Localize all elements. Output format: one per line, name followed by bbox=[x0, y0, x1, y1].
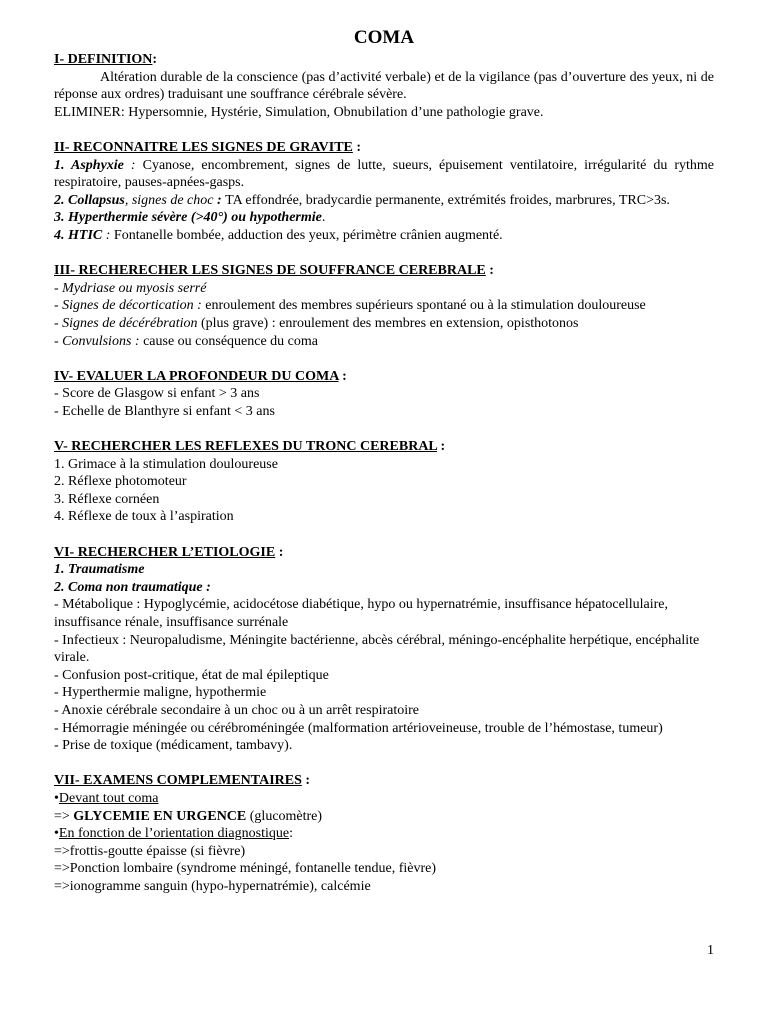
heading-colon: : bbox=[301, 773, 311, 789]
gravity-item-collapsus bbox=[54, 192, 714, 210]
item-text: cause ou conséquence du coma bbox=[139, 333, 318, 349]
heading-colon: : bbox=[275, 544, 284, 560]
item-dash: - bbox=[54, 280, 63, 296]
item-text: (plus grave) : enroulement des membres en extension, opisthotonos bbox=[197, 315, 579, 331]
heading-text: III- RECHERECHER LES SIGNES DE SOUFFRANCE CEREBRALE bbox=[54, 263, 486, 279]
gravity-item-asphyxia bbox=[54, 157, 714, 192]
heading-text: V- RECHERCHER LES REFLEXES DU TRONC CEREBRAL bbox=[54, 439, 437, 455]
spacer bbox=[54, 526, 714, 544]
label-text: En fonction de l’orientation diagnostique bbox=[58, 826, 290, 842]
item-term: 2. Collapsus bbox=[54, 192, 125, 208]
list-item: =>ionogramme sanguin (hypo-hypernatrémie), calcémie bbox=[54, 878, 371, 894]
list-item: - Anoxie cérébrale secondaire à un choc ou à un arrêt respiratoire bbox=[54, 702, 419, 718]
heading-colon: : bbox=[152, 52, 158, 67]
list-item: - Métabolique : Hypoglycémie, acidocétose diabétique, hypo ou hypernatrémie, insuffisance hépatocellulaire, insuffisance rénale, insuffisance surrénale bbox=[54, 597, 668, 630]
list-item: 4. Réflexe de toux à l’aspiration bbox=[54, 509, 234, 525]
list-item: - Hémorragie méningée ou cérébroméningée (malformation artérioveineuse, trouble de l’hémostase, tumeur) bbox=[54, 720, 663, 736]
subheading-non-trauma: 2. Coma non traumatique : bbox=[54, 579, 211, 595]
item-text: TA effondrée, bradycardie permanente, extrémités froides, marbrures, TRC>3s. bbox=[225, 192, 670, 208]
item-term: Signes de décortication : bbox=[62, 298, 202, 314]
heading-text: II- RECONNAITRE LES SIGNES DE GRAVITE bbox=[54, 139, 353, 155]
glycemia-note: (glucomètre) bbox=[246, 808, 323, 824]
item-text: Cyanose, encombrement, signes de lutte, sueurs, épuisement ventilatoire, irrégularité du rythme respiratoire, pauses-apnées-gasps. bbox=[54, 157, 714, 191]
heading-text: VI- RECHERCHER L’ETIOLOGIE bbox=[54, 544, 276, 560]
section-heading-etiology bbox=[54, 544, 714, 562]
list-item bbox=[54, 280, 714, 298]
bullet: • bbox=[54, 790, 59, 806]
item-sep: : bbox=[213, 192, 226, 208]
heading-text: I- DEFINITION bbox=[54, 52, 153, 67]
item-text: . bbox=[321, 210, 326, 226]
section-heading-cerebral-suffering bbox=[54, 262, 714, 280]
item-text: Fontanelle bombée, adduction des yeux, périmètre crânien augmenté. bbox=[113, 227, 503, 243]
spacer bbox=[54, 121, 714, 139]
item-sep: : bbox=[102, 227, 114, 243]
list-item: 2. Réflexe photomoteur bbox=[54, 474, 187, 490]
spacer bbox=[54, 420, 714, 438]
list-item: 1. Grimace à la stimulation douloureuse bbox=[54, 456, 278, 472]
item-term: 1. Asphyxie bbox=[54, 157, 124, 173]
heading-colon: : bbox=[437, 439, 446, 455]
eliminate-line: ELIMINER: Hypersomnie, Hystérie, Simulation, Obnubilation d’une pathologie grave. bbox=[54, 104, 544, 120]
item-dash: - bbox=[54, 333, 63, 349]
section-heading-depth bbox=[54, 368, 714, 386]
gravity-item-htic bbox=[54, 227, 714, 245]
label-text: Devant tout coma bbox=[58, 790, 159, 806]
label-colon: : bbox=[289, 826, 293, 842]
item-term: Signes de décérébration bbox=[62, 315, 198, 331]
heading-colon: : bbox=[485, 263, 494, 279]
item-dash: - bbox=[54, 315, 63, 331]
list-item bbox=[54, 333, 714, 351]
gravity-item-hyperthermia bbox=[54, 209, 714, 227]
section-heading-exams bbox=[54, 772, 714, 790]
document-body bbox=[54, 51, 714, 896]
exam-label-orientation bbox=[54, 825, 714, 843]
definition-paragraph: Altération durable de la conscience (pas d’activité verbale) et de la vigilance (pas d’ouverture des yeux, ni de réponse aux ordres) traduisant une souffrance cérébrale sévère. bbox=[54, 69, 714, 103]
list-item: 3. Réflexe cornéen bbox=[54, 491, 160, 507]
item-term: 4. HTIC bbox=[54, 227, 103, 243]
item-dash: - bbox=[54, 298, 63, 314]
item-text: enroulement des membres supérieurs spontané ou à la stimulation douloureuse bbox=[201, 298, 646, 314]
spacer bbox=[54, 755, 714, 773]
spacer bbox=[54, 350, 714, 368]
exam-label-all-coma bbox=[54, 790, 714, 808]
list-item: - Echelle de Blanthyre si enfant < 3 ans bbox=[54, 403, 275, 419]
heading-colon: : bbox=[338, 368, 347, 384]
heading-text: VII- EXAMENS COMPLEMENTAIRES bbox=[54, 773, 302, 789]
spacer bbox=[54, 245, 714, 263]
list-item: =>frottis-goutte épaisse (si fièvre) bbox=[54, 843, 246, 859]
subheading-trauma: 1. Traumatisme bbox=[54, 562, 145, 578]
section-heading-definition bbox=[54, 51, 714, 69]
item-term: Convulsions : bbox=[62, 333, 140, 349]
section-heading-reflexes bbox=[54, 438, 714, 456]
list-item: - Confusion post-critique, état de mal épileptique bbox=[54, 667, 329, 683]
list-item: - Hyperthermie maligne, hypothermie bbox=[54, 685, 267, 701]
bullet: • bbox=[54, 826, 59, 842]
section-heading-gravity bbox=[54, 139, 714, 157]
page-number: 1 bbox=[707, 943, 714, 958]
item-term: Mydriase ou myosis serré bbox=[62, 280, 207, 296]
list-item: =>Ponction lombaire (syndrome méningé, fontanelle tendue, fièvre) bbox=[54, 861, 437, 877]
list-item: - Score de Glasgow si enfant > 3 ans bbox=[54, 386, 260, 402]
list-item: - Infectieux : Neuropaludisme, Méningite bactérienne, abcès cérébral, méningo-encéphalite herpétique, encéphalite virale. bbox=[54, 632, 700, 666]
item-sep: : bbox=[123, 157, 143, 173]
list-item: - Prise de toxique (médicament, tambavy). bbox=[54, 738, 293, 754]
item-term-extra: , signes de choc bbox=[124, 192, 214, 208]
arrow: => bbox=[54, 808, 74, 824]
heading-colon: : bbox=[352, 139, 362, 155]
list-item bbox=[54, 315, 714, 333]
glycemia-text: GLYCEMIE EN URGENCE bbox=[73, 808, 247, 824]
list-item bbox=[54, 297, 714, 315]
item-term: 3. Hyperthermie sévère (>40°) ou hypothermie bbox=[54, 210, 322, 226]
page-title: COMA bbox=[353, 27, 415, 48]
exam-glycemia bbox=[54, 808, 714, 826]
heading-text: IV- EVALUER LA PROFONDEUR DU COMA bbox=[54, 368, 339, 384]
